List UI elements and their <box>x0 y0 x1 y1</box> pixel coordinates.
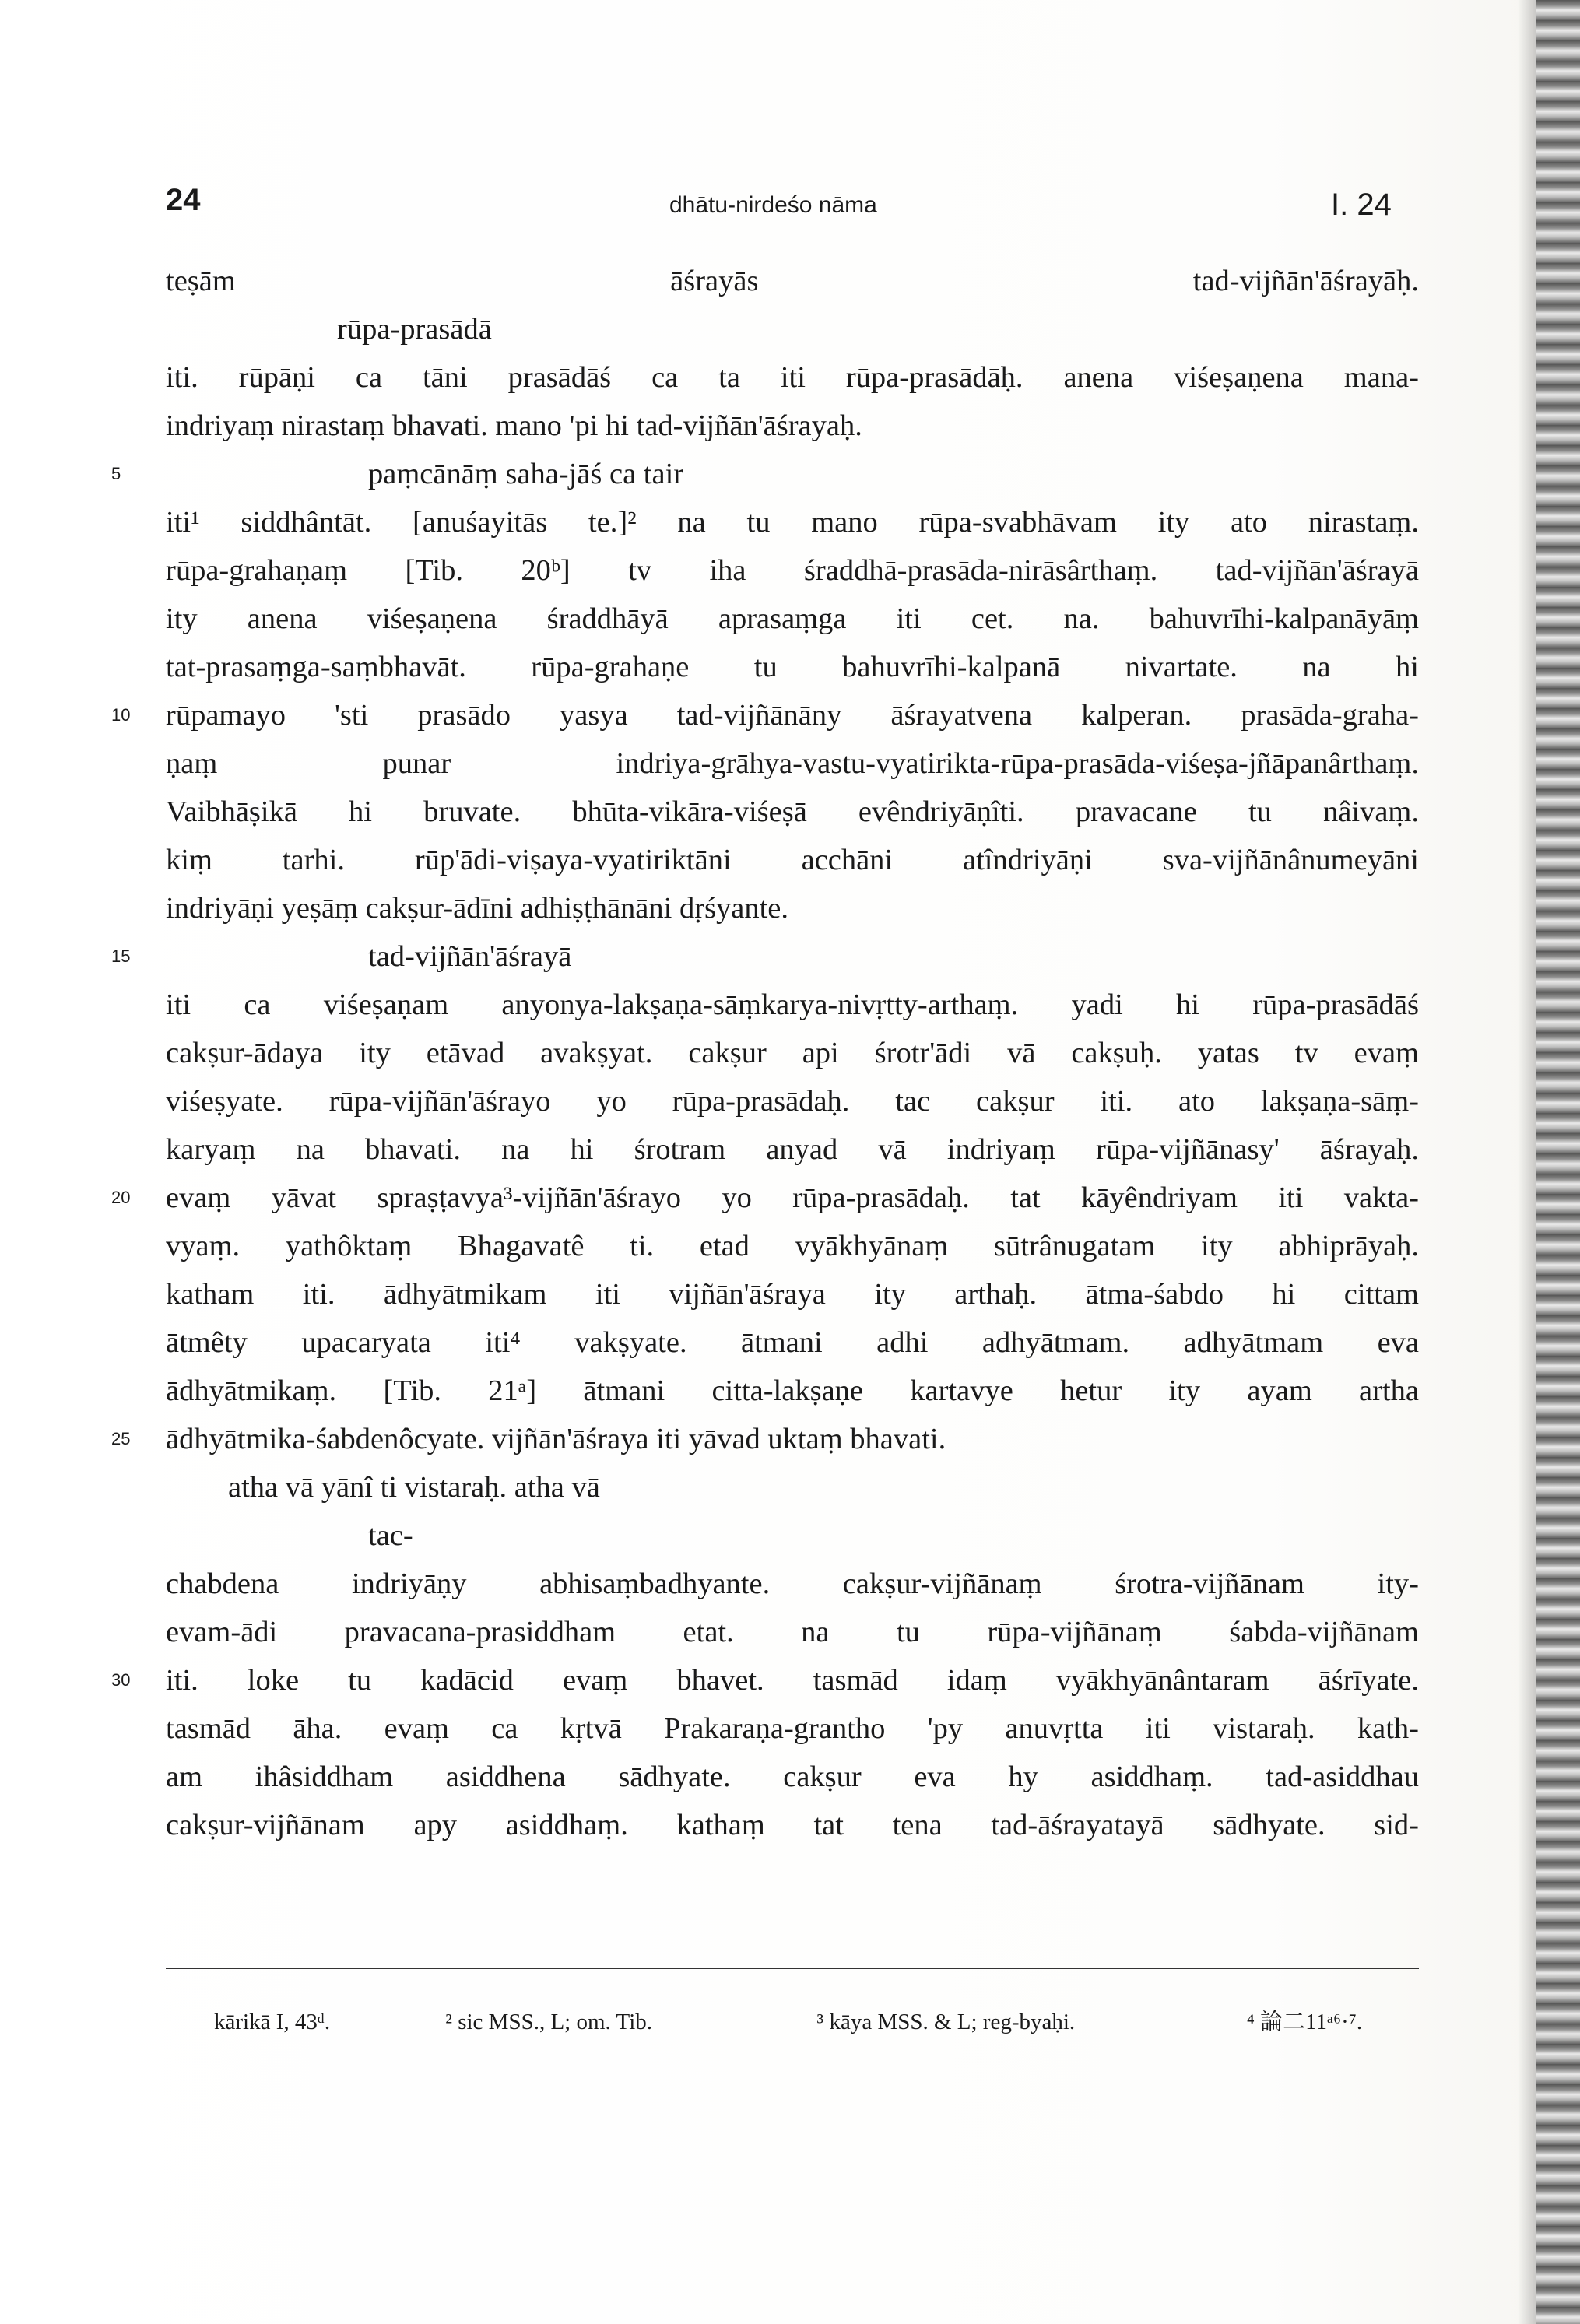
text-line <box>166 1270 1419 1318</box>
text-line <box>111 691 1419 739</box>
text-line <box>166 643 1419 691</box>
text-line <box>166 1704 1419 1753</box>
text-line <box>166 981 1419 1029</box>
line-number: 30 <box>111 1670 131 1690</box>
text-line <box>166 1367 1419 1415</box>
text-line <box>166 1222 1419 1270</box>
line-text: iti ca viśeṣaṇam anyonya-lakṣaṇa-sāṃkarya-nivṛtty-arthaṃ. yadi hi rūpa-prasādāś <box>166 988 1419 1021</box>
line-text: atha vā yānî ti vistaraḥ. atha vā <box>228 1471 600 1504</box>
line-number: 10 <box>111 705 131 725</box>
line-text: chabdena indriyāṇy abhisaṃbadhyante. cakṣur-vijñānaṃ śrotra-vijñānam ity- <box>166 1567 1419 1600</box>
section-marker: I. 24 <box>1331 188 1392 222</box>
text-line <box>111 932 1419 981</box>
line-text: cakṣur-vijñānam apy asiddhaṃ. kathaṃ tat tena tad-āśrayatayā sādhyate. sid- <box>166 1809 1419 1841</box>
text-line <box>166 402 1419 450</box>
text-line <box>166 498 1419 546</box>
footnote-2: ² sic MSS., L; om. Tib. <box>445 2010 653 2034</box>
line-text: rūpamayo 'sti prasādo yasya tad-vijñānāny āśrayatvena kalperan. prasāda-graha- <box>166 699 1419 732</box>
text-line <box>166 1318 1419 1367</box>
text-line <box>111 1656 1419 1704</box>
line-text: vyaṃ. yathôktaṃ Bhagavatê ti. etad vyākhyānaṃ sūtrânugatam ity abhiprāyaḥ. <box>166 1230 1419 1262</box>
line-text: ṇaṃ punar indriya-grāhya-vastu-vyatirikta-rūpa-prasāda-viśeṣa-jñāpanârthaṃ. <box>166 747 1419 780</box>
text-line <box>166 257 1419 305</box>
page-number: 24 <box>166 183 201 217</box>
line-text: iti. rūpāṇi ca tāni prasādāś ca ta iti rūpa-prasādāḥ. anena viśeṣaṇena mana- <box>166 361 1419 394</box>
line-text: indriyaṃ nirastaṃ bhavati. mano 'pi hi tad-vijñān'āśrayaḥ. <box>166 409 862 442</box>
text-line <box>166 1560 1419 1608</box>
text-line <box>166 546 1419 595</box>
line-text: paṃcānāṃ saha-jāś ca tair <box>368 458 684 490</box>
line-text: katham iti. ādhyātmikam iti vijñān'āśraya ity arthaḥ. ātma-śabdo hi cittam <box>166 1278 1419 1311</box>
text-line <box>166 1463 1419 1511</box>
line-text: kiṃ tarhi. rūp'ādi-viṣaya-vyatiriktāni acchāni atîndriyāṇi sva-vijñānânumeyāni <box>166 844 1419 876</box>
line-text: tasmād āha. evaṃ ca kṛtvā Prakaraṇa-grantho 'py anuvṛtta iti vistaraḥ. kath- <box>166 1712 1419 1745</box>
line-text: Vaibhāṣikā hi bruvate. bhūta-vikāra-viśeṣā evêndriyāṇîti. pravacane tu nâivaṃ. <box>166 795 1419 828</box>
line-text: ādhyātmikaṃ. [Tib. 21ᵃ] ātmani citta-lakṣaṇe kartavye hetur ity ayam artha <box>166 1374 1419 1407</box>
main-text-block <box>111 257 1419 1849</box>
footnote-3: ³ kāya MSS. & L; reg-byaḥi. <box>816 2010 1076 2034</box>
text-line <box>166 1608 1419 1656</box>
footnotes <box>214 2004 1420 2036</box>
line-text: ādhyātmika-śabdenôcyate. vijñān'āśraya iti yāvad uktaṃ bhavati. <box>166 1423 946 1455</box>
line-text: karyaṃ na bhavati. na hi śrotram anyad vā indriyaṃ rūpa-vijñānasy' āśrayaḥ. <box>166 1133 1419 1166</box>
line-text: tad-vijñān'āśrayā <box>368 940 572 973</box>
text-line <box>166 1029 1419 1077</box>
text-line <box>166 836 1419 884</box>
line-text: evam-ādi pravacana-prasiddham etat. na tu rūpa-vijñānaṃ śabda-vijñānam <box>166 1616 1419 1648</box>
footnote-rule <box>166 1968 1419 1969</box>
line-number: 15 <box>111 946 131 966</box>
line-text: indriyāṇi yeṣāṃ cakṣur-ādīni adhiṣṭhānāni dṛśyante. <box>166 892 789 925</box>
line-text: iti. loke tu kadācid evaṃ bhavet. tasmād idaṃ vyākhyānântaram āśrīyate. <box>166 1664 1419 1697</box>
line-text: rūpa-grahaṇaṃ [Tib. 20ᵇ] tv iha śraddhā-prasāda-nirāsârthaṃ. tad-vijñān'āśrayā <box>166 554 1419 587</box>
line-text: am ihâsiddham asiddhena sādhyate. cakṣur eva hy asiddhaṃ. tad-asiddhau <box>166 1761 1419 1793</box>
line-text: viśeṣyate. rūpa-vijñān'āśrayo yo rūpa-prasādaḥ. tac cakṣur iti. ato lakṣaṇa-sāṃ- <box>166 1085 1419 1118</box>
text-line <box>111 1415 1419 1463</box>
footnote-4: ⁴ 論二11ᵃ⁶·⁷. <box>1246 2010 1363 2034</box>
line-text: cakṣur-ādaya ity etāvad avakṣyat. cakṣur api śrotr'ādi vā cakṣuḥ. yatas tv evaṃ <box>166 1037 1419 1069</box>
text-line <box>166 1801 1419 1849</box>
line-number: 5 <box>111 464 121 483</box>
text-line <box>166 305 1419 353</box>
text-line <box>166 1077 1419 1125</box>
text-line <box>166 1753 1419 1801</box>
text-line <box>166 595 1419 643</box>
book-spine-shadow <box>1536 0 1580 2324</box>
line-text: ātmêty upacaryata iti⁴ vakṣyate. ātmani adhi adhyātmam. adhyātmam eva <box>166 1326 1419 1359</box>
running-title: dhātu-nirdeśo nāma <box>669 192 877 218</box>
running-header <box>0 175 1580 245</box>
text-line <box>111 450 1419 498</box>
line-text: tat-prasaṃga-saṃbhavāt. rūpa-grahaṇe tu bahuvrīhi-kalpanā nivartate. na hi <box>166 651 1419 683</box>
line-number: 25 <box>111 1429 131 1448</box>
text-line <box>166 884 1419 932</box>
line-text: evaṃ yāvat spraṣṭavya³-vijñān'āśrayo yo rūpa-prasādaḥ. tat kāyêndriyam iti vakta- <box>166 1181 1419 1214</box>
text-line <box>166 353 1419 402</box>
line-text: iti¹ siddhântāt. [anuśayitās te.]² na tu mano rūpa-svabhāvam ity ato nirastaṃ. <box>166 506 1419 539</box>
text-line <box>166 1511 1419 1560</box>
text-line <box>111 1174 1419 1222</box>
line-text: teṣām āśrayās tad-vijñān'āśrayāḥ. <box>166 265 1419 297</box>
line-text: tac- <box>368 1519 413 1552</box>
gutter-shadow <box>1518 0 1536 2324</box>
line-number: 20 <box>111 1188 131 1207</box>
text-line <box>166 739 1419 788</box>
line-text: ity anena viśeṣaṇena śraddhāyā aprasaṃga iti cet. na. bahuvrīhi-kalpanāyāṃ <box>166 602 1419 635</box>
text-line <box>166 788 1419 836</box>
footnote-1: kārikā I, 43ᵈ. <box>214 2010 331 2034</box>
text-line <box>166 1125 1419 1174</box>
line-text: rūpa-prasādā <box>337 313 492 346</box>
